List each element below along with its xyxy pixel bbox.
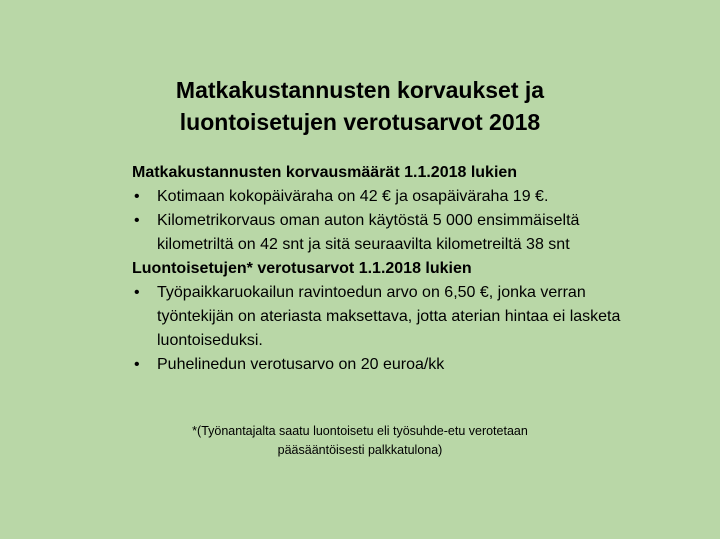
bullet-text: Kotimaan kokopäiväraha on 42 € ja osapäiväraha 19 €.: [157, 188, 549, 205]
bullet-text: Työpaikkaruokailun ravintoedun arvo on 6,50 €, jonka verran työntekijän on ateriasta maksettava, jotta aterian hintaa ei lasketa luontoiseduksi.: [157, 284, 621, 349]
bullet-list: [132, 281, 652, 377]
section-heading: Luontoisetujen* verotusarvot 1.1.2018 lukien: [132, 260, 472, 277]
slide-title: [0, 74, 720, 138]
footnote-line-1: *(Työnantajalta saatu luontoisetu eli työsuhde-etu verotetaan: [192, 424, 528, 438]
section-travel-allowances: [132, 161, 652, 257]
bullet-dot-icon: •: [134, 212, 140, 229]
bullet-dot-icon: •: [134, 284, 140, 301]
bullet-item: [132, 185, 652, 209]
bullet-item: [132, 353, 652, 377]
bullet-item: [132, 281, 652, 353]
bullet-text: Kilometrikorvaus oman auton käytöstä 5 000 ensimmäiseltä kilometriltä on 42 snt ja sitä seuraavilta kilometreiltä 38 snt: [157, 212, 580, 253]
slide-content: [132, 161, 652, 377]
footnote-line-2: pääsääntöisesti palkkatulona): [277, 443, 443, 457]
section-fringe-benefits: [132, 257, 652, 377]
bullet-dot-icon: •: [134, 356, 140, 373]
title-line-1: Matkakustannusten korvaukset ja: [175, 77, 545, 103]
title-line-2: luontoisetujen verotusarvot 2018: [179, 109, 541, 135]
bullet-text: Puhelinedun verotusarvo on 20 euroa/kk: [157, 356, 445, 373]
bullet-list: [132, 185, 652, 257]
footnote: [0, 422, 720, 460]
bullet-item: [132, 209, 652, 257]
section-heading: Matkakustannusten korvausmäärät 1.1.2018 lukien: [132, 164, 518, 181]
bullet-dot-icon: •: [134, 188, 140, 205]
